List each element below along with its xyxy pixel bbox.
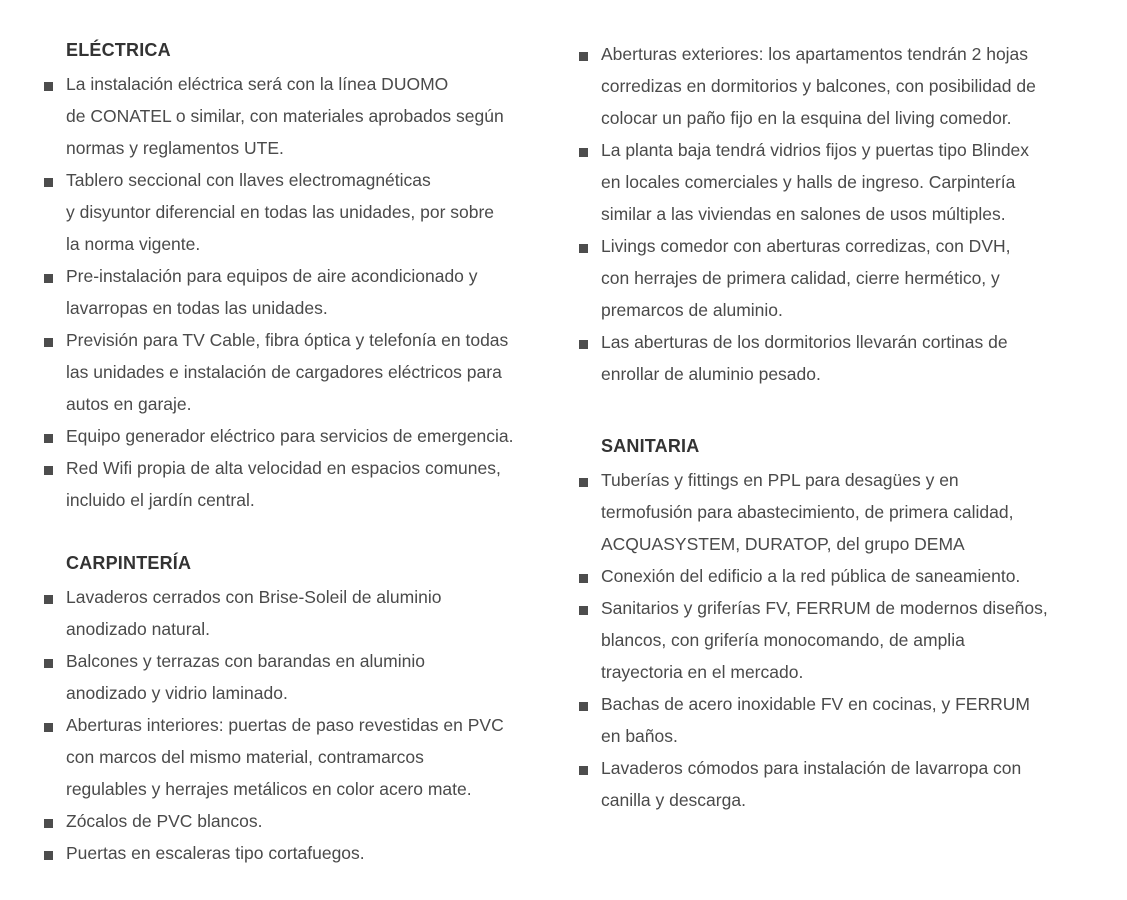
list-item bbox=[579, 752, 1099, 816]
list-item-text: Las aberturas de los dormitorios llevarán cortinas de enrollar de aluminio pesado. bbox=[601, 332, 1008, 384]
list-item bbox=[579, 134, 1099, 230]
list-sanitaria bbox=[579, 464, 1099, 816]
list-item bbox=[579, 230, 1099, 326]
list-item-text: Bachas de acero inoxidable FV en cocinas, y FERRUM en baños. bbox=[601, 694, 1030, 746]
list-item-text: Zócalos de PVC blancos. bbox=[66, 811, 263, 831]
list-carpinteria-continued bbox=[579, 38, 1099, 390]
square-bullet-icon bbox=[579, 148, 588, 157]
list-item-text: Pre-instalación para equipos de aire acondicionado y lavarropas en todas las unidades. bbox=[66, 266, 478, 318]
list-item bbox=[44, 645, 564, 709]
section-carpinteria bbox=[44, 551, 564, 869]
list-item-text: Sanitarios y griferías FV, FERRUM de modernos diseños, blancos, con grifería monocomando, de amplia trayectoria en el mercado. bbox=[601, 598, 1048, 682]
square-bullet-icon bbox=[579, 606, 588, 615]
square-bullet-icon bbox=[44, 338, 53, 347]
list-item-text: La planta baja tendrá vidrios fijos y puertas tipo Blindex en locales comerciales y halls de ingreso. Carpintería similar a las viviendas en salones de usos múltiples. bbox=[601, 140, 1030, 224]
square-bullet-icon bbox=[579, 340, 588, 349]
list-item-text: Lavaderos cerrados con Brise-Soleil de aluminio anodizado natural. bbox=[66, 587, 442, 639]
square-bullet-icon bbox=[579, 702, 588, 711]
square-bullet-icon bbox=[579, 766, 588, 775]
square-bullet-icon bbox=[44, 851, 53, 860]
list-item bbox=[44, 837, 564, 869]
list-item-text: Aberturas interiores: puertas de paso revestidas en PVC con marcos del mismo material, contramarcos regulables y herrajes metálicos en color acero mate. bbox=[66, 715, 504, 799]
square-bullet-icon bbox=[44, 434, 53, 443]
list-carpinteria bbox=[44, 581, 564, 869]
section-title-electrica: ELÉCTRICA bbox=[66, 40, 171, 60]
list-item bbox=[44, 68, 564, 164]
list-item bbox=[579, 688, 1099, 752]
square-bullet-icon bbox=[44, 274, 53, 283]
square-bullet-icon bbox=[44, 178, 53, 187]
section-carpinteria-continued bbox=[579, 38, 1099, 390]
list-item bbox=[44, 164, 564, 260]
section-sanitaria bbox=[579, 434, 1099, 816]
square-bullet-icon bbox=[579, 244, 588, 253]
list-item-text: Livings comedor con aberturas corredizas, con DVH, con herrajes de primera calidad, cierre hermético, y premarcos de aluminio. bbox=[601, 236, 1011, 320]
square-bullet-icon bbox=[44, 659, 53, 668]
list-item-text: Tablero seccional con llaves electromagnéticas y disyuntor diferencial en todas las unidades, por sobre la norma vigente. bbox=[66, 170, 495, 254]
list-item bbox=[44, 452, 564, 516]
square-bullet-icon bbox=[44, 466, 53, 475]
list-electrica bbox=[44, 68, 564, 516]
list-item-text: Aberturas exteriores: los apartamentos tendrán 2 hojas corredizas en dormitorios y balcones, con posibilidad de colocar un paño fijo en la esquina del living comedor. bbox=[601, 44, 1036, 128]
list-item bbox=[44, 709, 564, 805]
list-item bbox=[44, 420, 564, 452]
section-electrica bbox=[44, 38, 564, 516]
list-item bbox=[579, 560, 1099, 592]
square-bullet-icon bbox=[44, 723, 53, 732]
list-item-text: Previsión para TV Cable, fibra óptica y telefonía en todas las unidades e instalación de cargadores eléctricos para autos en garaje. bbox=[66, 330, 509, 414]
list-item bbox=[44, 260, 564, 324]
list-item-text: Lavaderos cómodos para instalación de lavarropa con canilla y descarga. bbox=[601, 758, 1022, 810]
section-title-sanitaria: SANITARIA bbox=[601, 436, 700, 456]
list-item bbox=[44, 324, 564, 420]
list-item bbox=[44, 805, 564, 837]
list-item-text: La instalación eléctrica será con la línea DUOMO de CONATEL o similar, con materiales aprobados según normas y reglamentos UTE. bbox=[66, 74, 504, 158]
square-bullet-icon bbox=[44, 595, 53, 604]
list-item-text: Equipo generador eléctrico para servicios de emergencia. bbox=[66, 426, 514, 446]
list-item bbox=[44, 581, 564, 645]
list-item-text: Conexión del edificio a la red pública de saneamiento. bbox=[601, 566, 1021, 586]
square-bullet-icon bbox=[579, 52, 588, 61]
list-item-text: Tuberías y fittings en PPL para desagües y en termofusión para abastecimiento, de primera calidad, ACQUASYSTEM, DURATOP, del grupo DEMA bbox=[601, 470, 1014, 554]
square-bullet-icon bbox=[44, 819, 53, 828]
square-bullet-icon bbox=[579, 574, 588, 583]
list-item-text: Red Wifi propia de alta velocidad en espacios comunes, incluido el jardín central. bbox=[66, 458, 501, 510]
list-item-text: Balcones y terrazas con barandas en aluminio anodizado y vidrio laminado. bbox=[66, 651, 425, 703]
list-item bbox=[579, 38, 1099, 134]
list-item-text: Puertas en escaleras tipo cortafuegos. bbox=[66, 843, 365, 863]
list-item bbox=[579, 464, 1099, 560]
square-bullet-icon bbox=[579, 478, 588, 487]
list-item bbox=[579, 326, 1099, 390]
section-title-carpinteria: CARPINTERÍA bbox=[66, 553, 192, 573]
list-item bbox=[579, 592, 1099, 688]
square-bullet-icon bbox=[44, 82, 53, 91]
